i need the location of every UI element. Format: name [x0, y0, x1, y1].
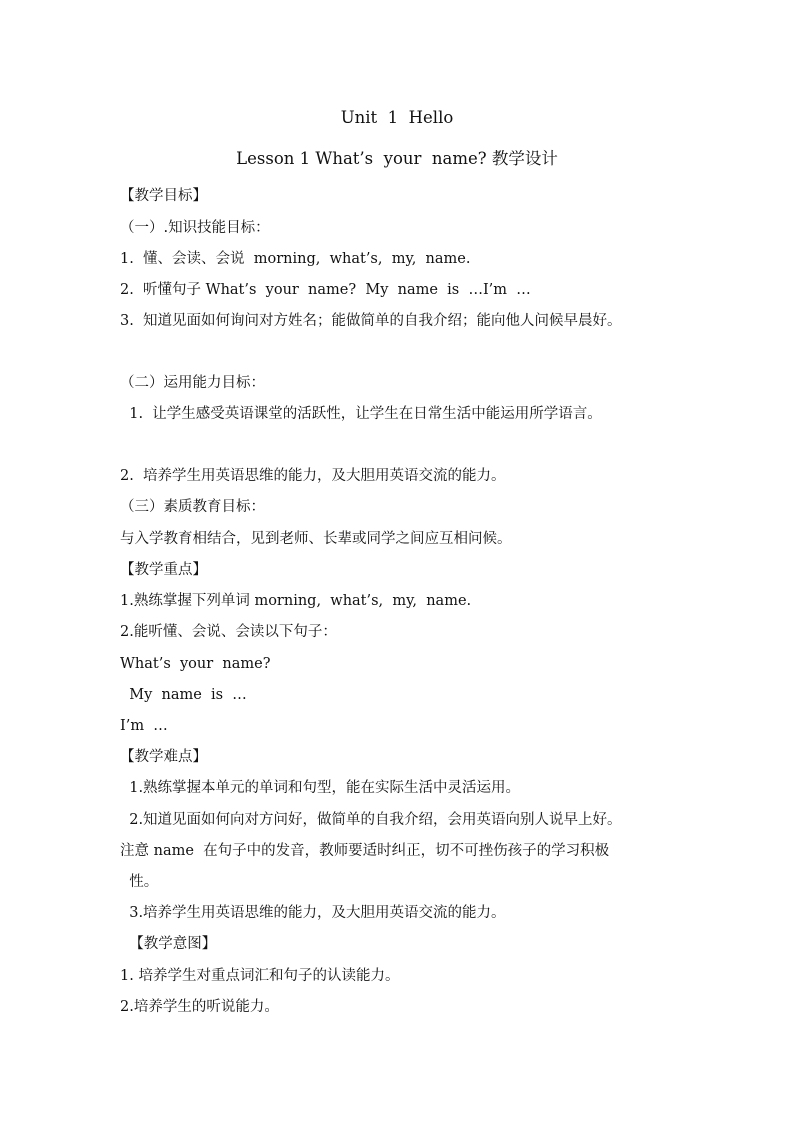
text-line: What’s your name? — [120, 656, 271, 672]
heading-teaching-intent: 【教学意图】 — [120, 936, 217, 952]
text-line: 1. 懂、会读、会说 morning, what’s, my, name. — [120, 251, 471, 267]
text-line: 3.培养学生用英语思维的能力，及大胆用英语交流的能力。 — [120, 905, 506, 921]
text-line: I’m … — [120, 718, 168, 734]
text-line: 1. 培养学生对重点词汇和句子的认读能力。 — [120, 968, 400, 984]
text-line: 1.熟练掌握下列单词 morning, what’s, my, name. — [120, 593, 472, 609]
subheading-application-ability: （二）运用能力目标： — [120, 375, 265, 391]
text-line: 1.熟练掌握本单元的单词和句型，能在实际生活中灵活运用。 — [120, 780, 521, 796]
text-line: 注意 name 在句子中的发音，教师要适时纠正，切不可挫伤孩子的学习积极 — [120, 843, 610, 859]
heading-teaching-goals: 【教学目标】 — [120, 188, 207, 204]
heading-teaching-focus: 【教学重点】 — [120, 562, 207, 578]
text-line: 1. 让学生感受英语课堂的活跃性，让学生在日常生活中能运用所学语言。 — [120, 406, 602, 422]
subheading-quality-education: （三）素质教育目标： — [120, 499, 265, 515]
doc-subtitle: Lesson 1 What’s your name? 教学设计 — [236, 149, 558, 168]
text-line: 3. 知道见面如何询问对方姓名；能做简单的自我介绍；能向他人问候早晨好。 — [120, 313, 622, 329]
text-line: 2.知道见面如何向对方问好，做简单的自我介绍，会用英语向别人说早上好。 — [120, 812, 622, 828]
text-line: 与入学教育相结合，见到老师、长辈或同学之间应互相问候。 — [120, 531, 512, 547]
heading-teaching-difficulty: 【教学难点】 — [120, 749, 207, 765]
text-line: 2. 培养学生用英语思维的能力，及大胆用英语交流的能力。 — [120, 468, 506, 484]
text-line: 2.能听懂、会说、会读以下句子： — [120, 624, 337, 640]
doc-title: Unit 1 Hello — [340, 108, 454, 127]
subheading-knowledge-skills: （一）.知识技能目标： — [120, 220, 270, 236]
text-line: 性。 — [120, 874, 159, 890]
text-line: 2.培养学生的听说能力。 — [120, 999, 279, 1015]
text-line: My name is … — [120, 687, 247, 703]
text-line: 2. 听懂句子 What’s your name? My name is …I’m … — [120, 282, 531, 298]
